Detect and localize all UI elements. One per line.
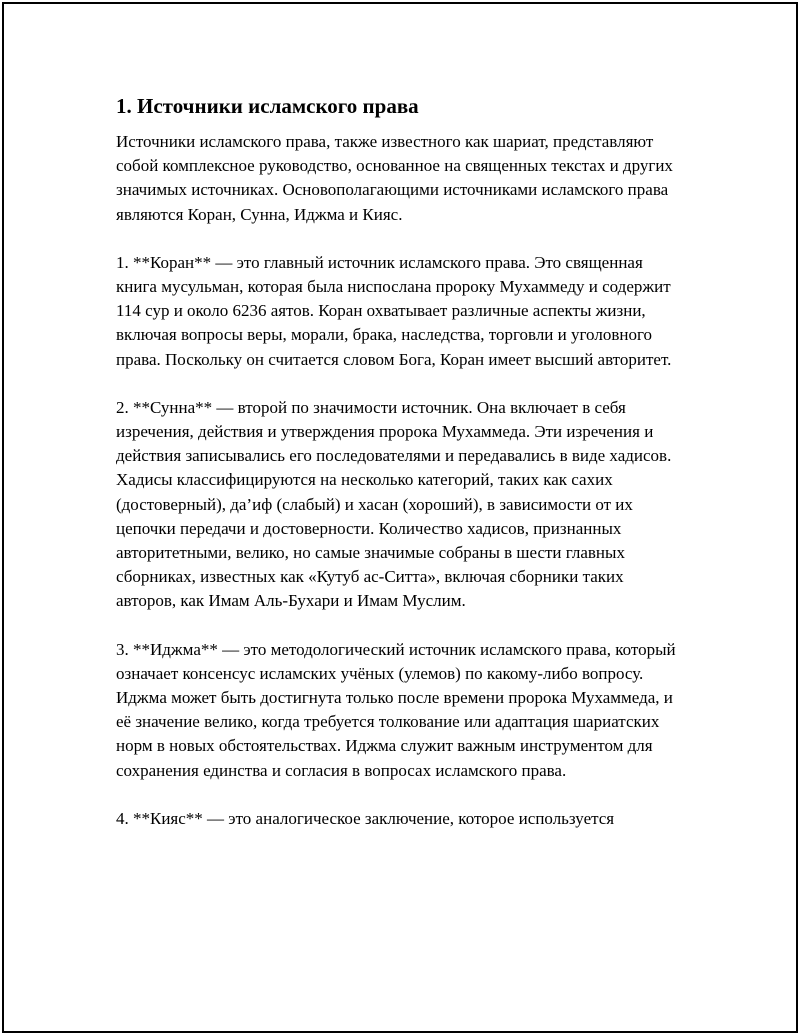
ijma-paragraph: 3. **Иджма** — это методологический источник исламского права, который означает консенсус исламских учёных (улемов) по какому-либо вопросу. Иджма может быть достигнута только после времени пророка Мухаммеда, и её значение велико, когда требуется толкование или адаптация шариатских норм в новых обстоятельствах. Иджма служит важным инструментом для сохранения единства и согласия в вопросах исламского права. xyxy=(116,639,676,780)
section-heading: 1. Источники исламского права xyxy=(116,94,419,118)
intro-paragraph: Источники исламского права, также известного как шариат, представляют собой комплексное руководство, основанное на священных текстах и других значимых источниках. Основополагающими источниками исламского права являются Коран, Сунна, Иджма и Кияс. xyxy=(116,132,673,224)
sunnah-paragraph: 2. **Сунна** — второй по значимости источник. Она включает в себя изречения, действия и утверждения пророка Мухаммеда. Эти изречения и действия записывались его последователями и передавались в виде хадисов. Хадисы классифицируются на несколько категорий, таких как сахих (достоверный), да’иф (слабый) и хасан (хороший), в зависимости от их цепочки передачи и достоверности. Количество хадисов, признанных авторитетными, велико, но самые значимые собраны в шести главных сборниках, известных как «Кутуб ас-Ситта», включая сборники таких авторов, как Имам Аль-Бухари и Имам Муслим. xyxy=(116,397,672,611)
quran-paragraph: 1. **Коран** — это главный источник исламского права. Это священная книга мусульман, которая была ниспослана пророку Мухаммеду и содержит 114 сур и около 6236 аятов. Коран охватывает различные аспекты жизни, включая вопросы веры, морали, брака, наследства, торговли и уголовного права. Поскольку он считается словом Бога, Коран имеет высший авторитет. xyxy=(116,252,672,369)
document-body xyxy=(116,92,686,855)
qiyas-paragraph: 4. **Кияс** — это аналогическое заключение, которое используется xyxy=(116,808,615,828)
